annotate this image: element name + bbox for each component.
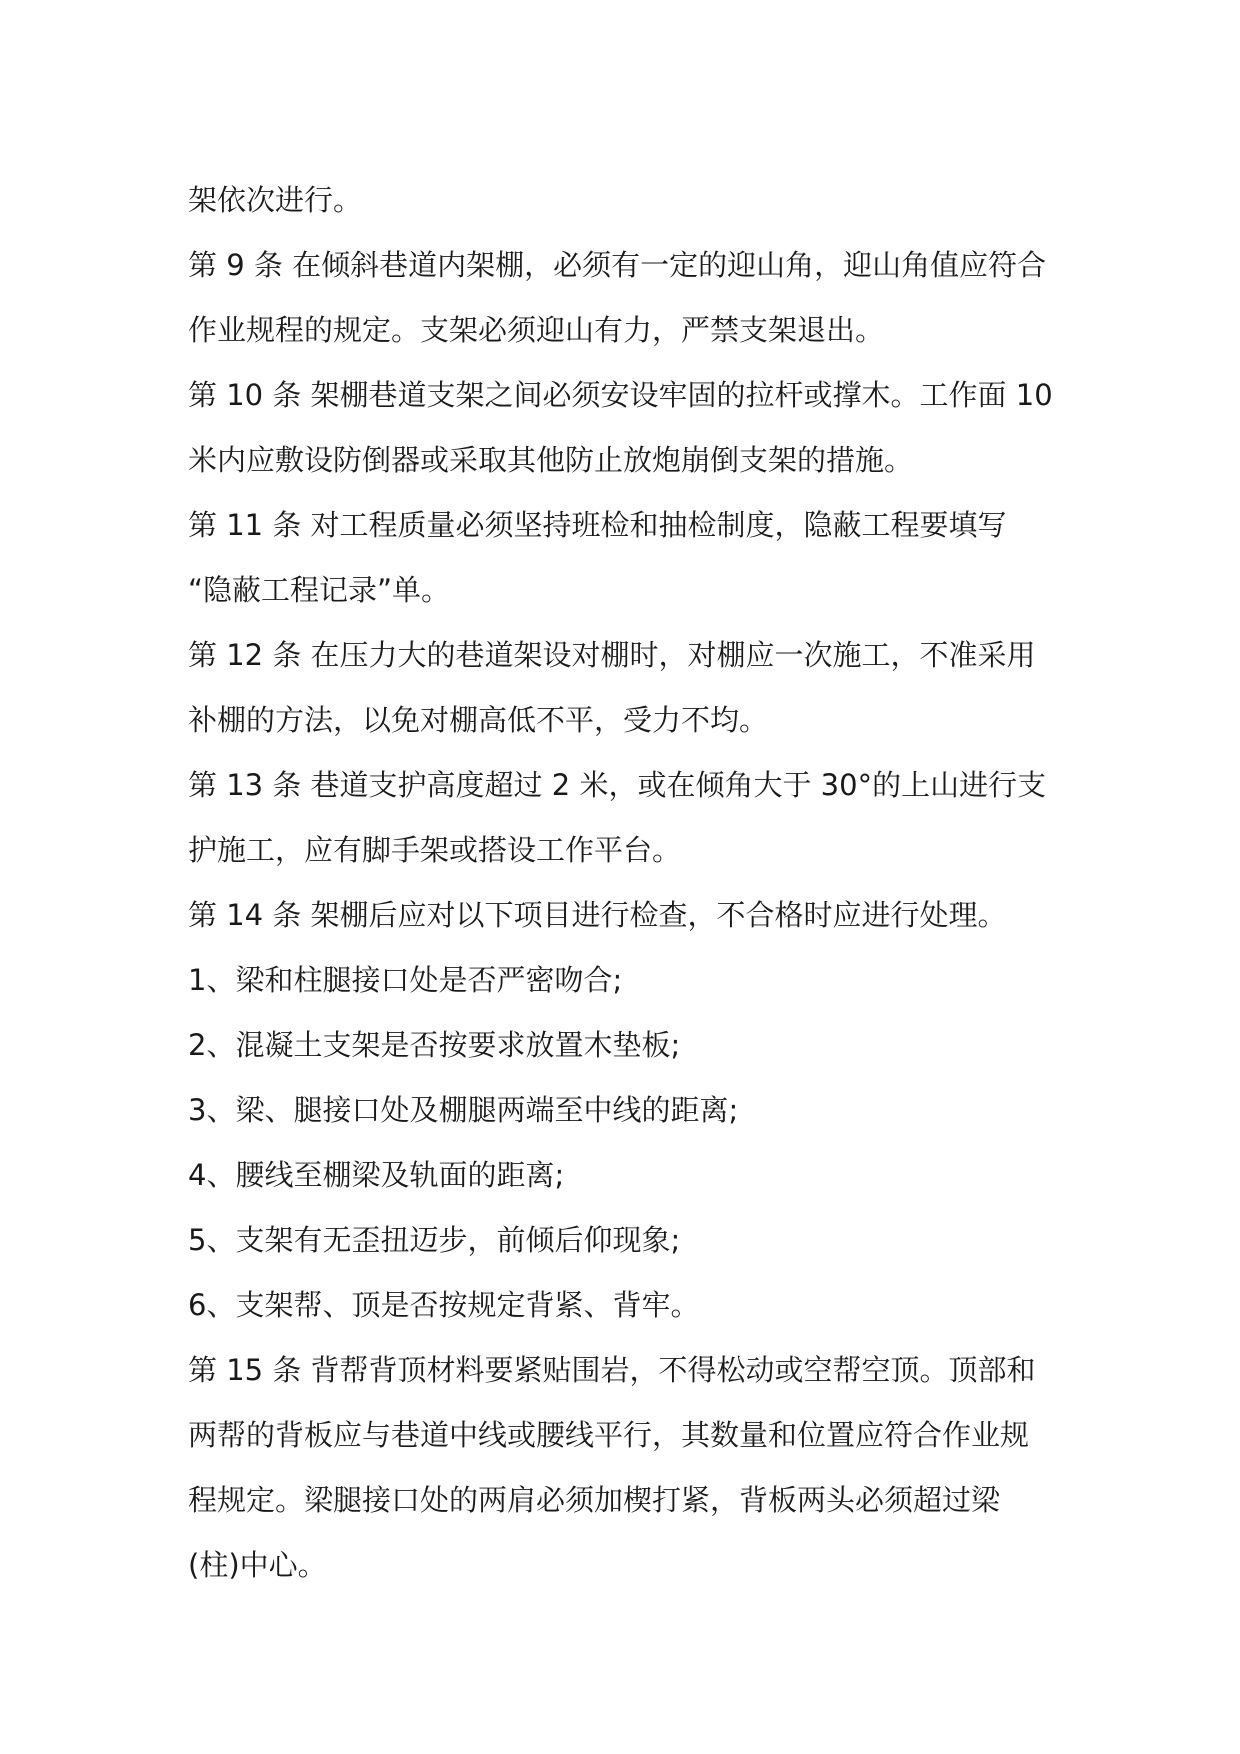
text-line: 两帮的背板应与巷道中线或腰线平行，其数量和位置应符合作业规 [188,1418,1030,1452]
list-item: 2、混凝土支架是否按要求放置木垫板; [188,1028,681,1062]
text-line: 程规定。梁腿接口处的两肩必须加楔打紧，背板两头必须超过梁 [188,1483,1001,1517]
list-item: 1、梁和柱腿接口处是否严密吻合; [188,963,623,997]
text-line: 补棚的方法，以免对棚高低不平，受力不均。 [188,703,769,737]
text-line: 架依次进行。 [188,183,363,217]
article-12-line: 第 12 条 在压力大的巷道架设对棚时，对棚应一次施工，不准采用 [188,638,1036,672]
article-15-line: 第 15 条 背帮背顶材料要紧贴围岩，不得松动或空帮空顶。顶部和 [188,1353,1036,1387]
article-14-line: 第 14 条 架棚后应对以下项目进行检查，不合格时应进行处理。 [188,898,1007,932]
text-line: 作业规程的规定。支架必须迎山有力，严禁支架退出。 [188,313,885,347]
document-body [188,168,1068,1598]
article-10-line: 第 10 条 架棚巷道支架之间必须安设牢固的拉杆或撑木。工作面 10 [188,378,1053,412]
text-line: (柱)中心。 [188,1548,327,1582]
text-line: 米内应敷设防倒器或采取其他防止放炮崩倒支架的措施。 [188,443,914,477]
list-item: 6、支架帮、顶是否按规定背紧、背牢。 [188,1288,700,1322]
list-item: 3、梁、腿接口处及棚腿两端至中线的距离; [188,1093,739,1127]
article-11-line: 第 11 条 对工程质量必须坚持班检和抽检制度，隐蔽工程要填写 [188,508,1007,542]
text-line: 护施工，应有脚手架或搭设工作平台。 [188,833,682,867]
list-item: 4、腰线至棚梁及轨面的距离; [188,1158,565,1192]
list-item: 5、支架有无歪扭迈步，前倾后仰现象; [188,1223,681,1257]
article-9-line: 第 9 条 在倾斜巷道内架棚，必须有一定的迎山角，迎山角值应符合 [188,248,1047,282]
text-line: “隐蔽工程记录”单。 [188,573,451,607]
article-13-line: 第 13 条 巷道支护高度超过 2 米，或在倾角大于 30°的上山进行支 [188,768,1047,802]
